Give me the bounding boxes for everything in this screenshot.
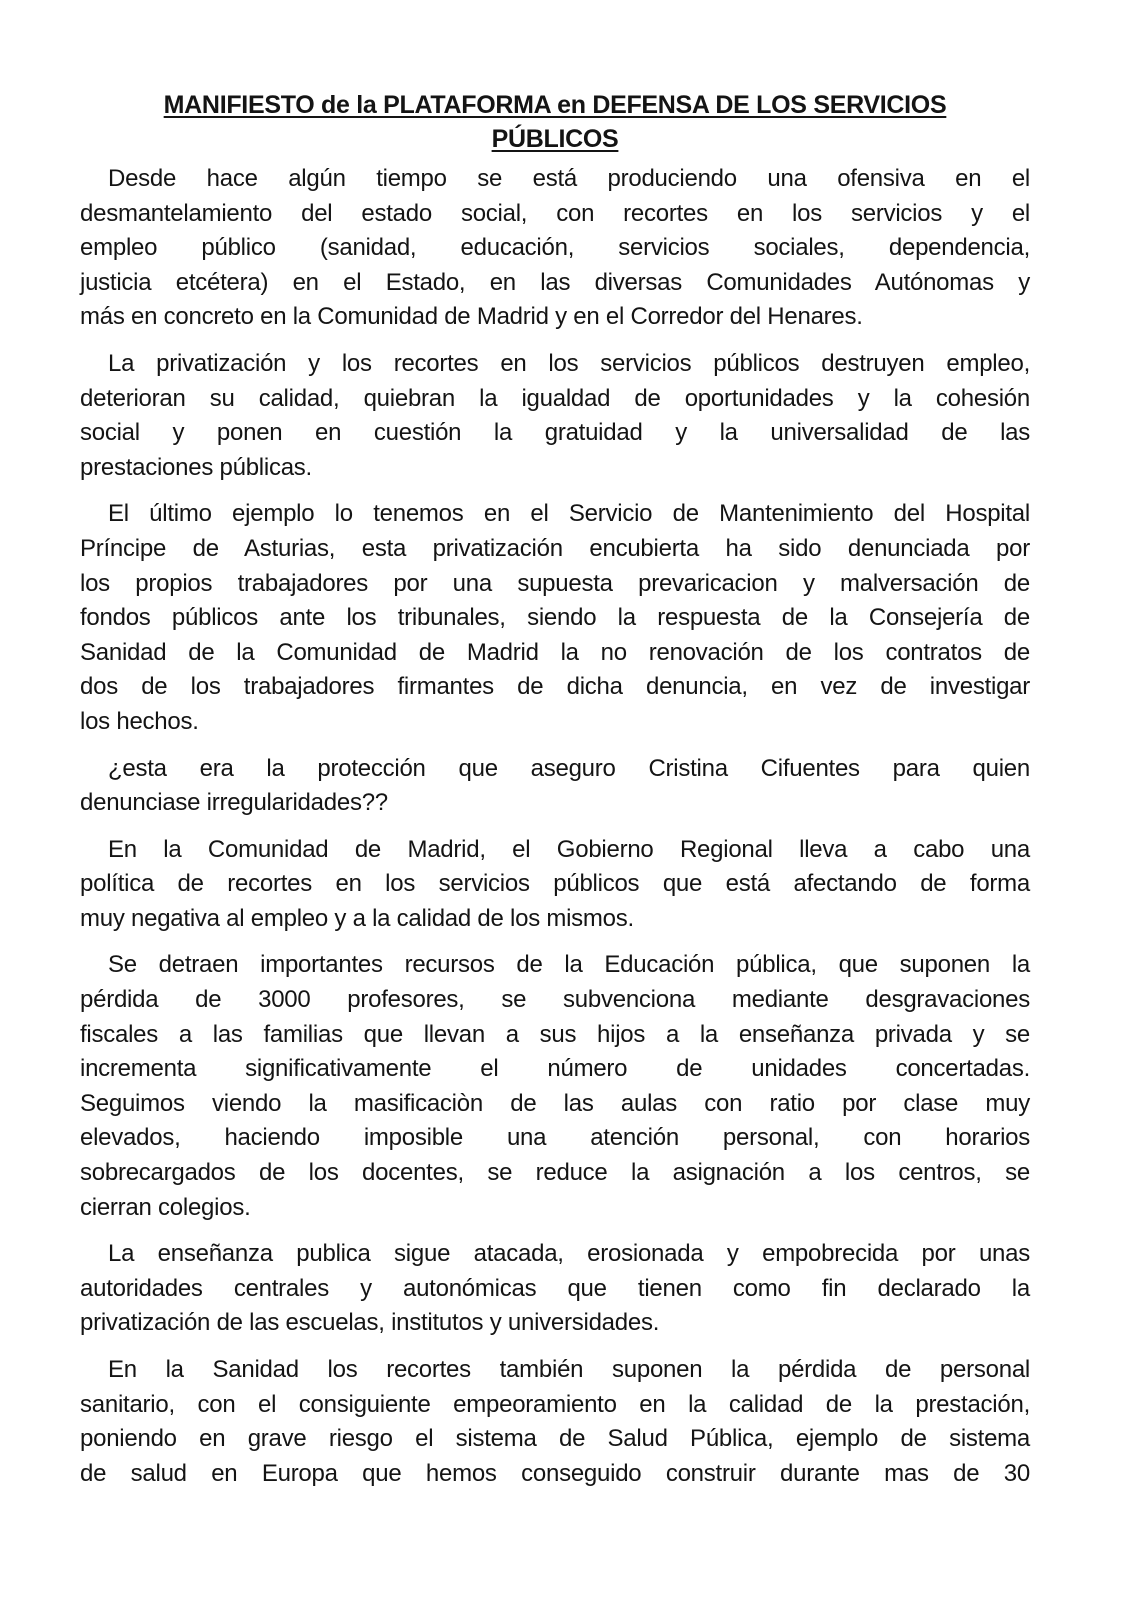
paragraph-line: Príncipe de Asturias, esta privatización encubierta ha sido denunciada por — [80, 534, 1030, 562]
paragraph-line: dos de los trabajadores firmantes de dicha denuncia, en vez de investigar — [80, 673, 1030, 701]
paragraph-line: sanitario, con el consiguiente empeoramiento en la calidad de la prestación, — [80, 1390, 1030, 1418]
paragraph-line: justicia etcétera) en el Estado, en las diversas Comunidades Autónomas y — [80, 268, 1030, 296]
paragraph-line: Seguimos viendo la masificaciòn de las aulas con ratio por clase muy — [80, 1089, 1030, 1117]
document-page — [80, 88, 1030, 1503]
title-line-1: MANIFIESTO de la PLATAFORMA en DEFENSA DE LOS SERVICIOS — [163, 91, 947, 119]
title-line-2: PÚBLICOS — [491, 125, 619, 153]
paragraph-line: fiscales a las familias que llevan a sus hijos a la enseñanza privada y se — [80, 1020, 1030, 1048]
document-body — [80, 162, 1030, 1491]
paragraph-line: denunciase irregularidades?? — [80, 789, 388, 817]
paragraph — [80, 948, 1030, 1225]
document-title — [80, 88, 1030, 156]
paragraph-line: Desde hace algún tiempo se está produciendo una ofensiva en el — [108, 165, 1030, 192]
paragraph-line: prestaciones públicas. — [80, 453, 312, 481]
paragraph-line: El último ejemplo lo tenemos en el Servicio de Mantenimiento del Hospital — [108, 500, 1030, 528]
paragraph-line: más en concreto en la Comunidad de Madrid y en el Corredor del Henares. — [80, 303, 863, 331]
paragraph-line: cierran colegios. — [80, 1193, 251, 1221]
paragraph-line: Se detraen importantes recursos de la Educación pública, que suponen la — [108, 951, 1030, 979]
paragraph-line: En la Sanidad los recortes también suponen la pérdida de personal — [108, 1356, 1030, 1383]
paragraph-line: empleo público (sanidad, educación, servicios sociales, dependencia, — [80, 234, 1030, 262]
paragraph-line: La enseñanza publica sigue atacada, erosionada y empobrecida por unas — [108, 1240, 1030, 1268]
paragraph-line: privatización de las escuelas, institutos y universidades. — [80, 1309, 660, 1337]
paragraph — [80, 1353, 1030, 1491]
paragraph-line: de salud en Europa que hemos conseguido construir durante mas de 30 — [80, 1459, 1030, 1487]
paragraph-line: En la Comunidad de Madrid, el Gobierno Regional lleva a cabo una — [108, 835, 1030, 863]
paragraph — [80, 497, 1030, 739]
paragraph — [80, 347, 1030, 485]
paragraph-line: elevados, haciendo imposible una atención personal, con horarios — [80, 1124, 1030, 1152]
paragraph — [80, 1237, 1030, 1341]
paragraph-line: autoridades centrales y autonómicas que tienen como fin declarado la — [80, 1274, 1030, 1302]
paragraph-line: fondos públicos ante los tribunales, siendo la respuesta de la Consejería de — [80, 604, 1030, 632]
paragraph-line: La privatización y los recortes en los servicios públicos destruyen empleo, — [108, 349, 1030, 377]
paragraph-line: incrementa significativamente el número de unidades concertadas. — [80, 1055, 1030, 1083]
paragraph — [80, 833, 1030, 937]
paragraph-line: los propios trabajadores por una supuesta prevaricacion y malversación de — [80, 569, 1030, 597]
paragraph-line: pérdida de 3000 profesores, se subvenciona mediante desgravaciones — [80, 986, 1030, 1014]
paragraph-line: sobrecargados de los docentes, se reduce la asignación a los centros, se — [80, 1159, 1030, 1187]
paragraph-line: poniendo en grave riesgo el sistema de Salud Pública, ejemplo de sistema — [80, 1425, 1030, 1453]
paragraph-line: política de recortes en los servicios públicos que está afectando de forma — [80, 870, 1030, 898]
paragraph-line: Sanidad de la Comunidad de Madrid la no renovación de los contratos de — [80, 638, 1030, 666]
paragraph-line: desmantelamiento del estado social, con recortes en los servicios y el — [80, 199, 1030, 227]
paragraph — [80, 752, 1030, 821]
paragraph-line: social y ponen en cuestión la gratuidad y la universalidad de las — [80, 419, 1030, 447]
paragraph-line: ¿esta era la protección que aseguro Cristina Cifuentes para quien — [108, 754, 1030, 782]
paragraph — [80, 162, 1030, 335]
paragraph-line: muy negativa al empleo y a la calidad de los mismos. — [80, 904, 634, 932]
paragraph-line: deterioran su calidad, quiebran la igualdad de oportunidades y la cohesión — [80, 384, 1030, 412]
paragraph-line: los hechos. — [80, 707, 199, 735]
